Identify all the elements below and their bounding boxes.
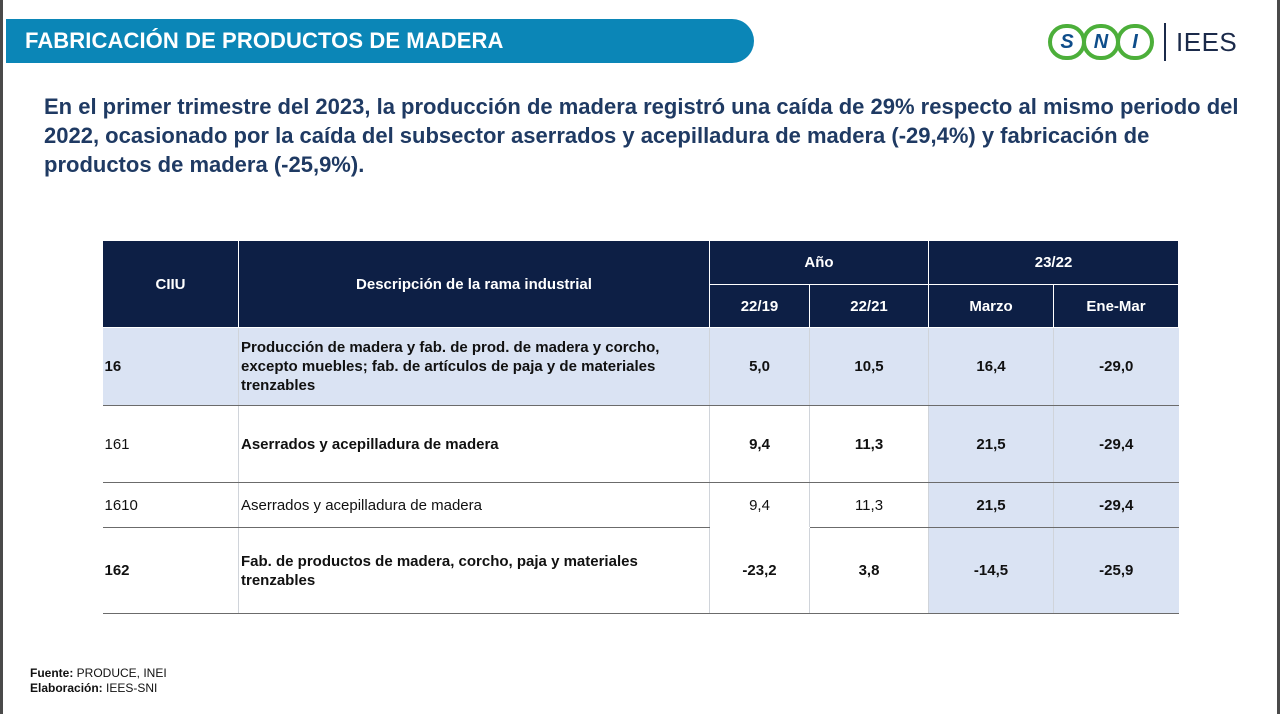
cell-22-21: 11,3 — [810, 406, 929, 483]
header-descripcion: Descripción de la rama industrial — [239, 241, 710, 328]
sni-iees-logo — [1048, 22, 1237, 62]
cell-22-21: 10,5 — [810, 328, 929, 406]
cell-marzo: -14,5 — [929, 528, 1054, 614]
cell-22-19: 9,4 — [710, 483, 810, 528]
footer-elaboracion: Elaboración: IEES-SNI — [30, 681, 158, 695]
logo-letter-n: N — [1082, 24, 1120, 60]
cell-descripcion: Producción de madera y fab. de prod. de madera y corcho, excepto muebles; fab. de artículos de paja y de materiales trenzables — [239, 328, 710, 406]
data-table — [102, 240, 1179, 614]
cell-ciiu: 16 — [103, 328, 239, 406]
logo-text: IEES — [1176, 26, 1238, 57]
cell-22-21: 3,8 — [810, 528, 929, 614]
cell-22-19: 5,0 — [710, 328, 810, 406]
cell-ciiu: 1610 — [103, 483, 239, 528]
title-banner — [6, 19, 754, 63]
cell-descripcion: Aserrados y acepilladura de madera — [239, 483, 710, 528]
cell-22-19: -23,2 — [710, 528, 810, 614]
cell-ciiu: 162 — [103, 528, 239, 614]
header-ciiu: CIIU — [103, 241, 239, 328]
cell-marzo: 16,4 — [929, 328, 1054, 406]
cell-ene-mar: -29,4 — [1054, 406, 1179, 483]
table-row — [103, 528, 1179, 614]
header-22-21: 22/21 — [810, 285, 929, 328]
logo-divider — [1164, 23, 1166, 61]
header-anio: Año — [710, 241, 929, 285]
cell-ciiu: 161 — [103, 406, 239, 483]
table-row — [103, 328, 1179, 406]
table-row — [103, 406, 1179, 483]
cell-22-19: 9,4 — [710, 406, 810, 483]
table-header-row — [103, 241, 1179, 285]
header-ratio: 23/22 — [929, 241, 1179, 285]
logo-letter-i: I — [1116, 24, 1154, 60]
cell-descripcion: Aserrados y acepilladura de madera — [239, 406, 710, 483]
footer-fuente: Fuente: PRODUCE, INEI — [30, 666, 167, 680]
lead-paragraph: En el primer trimestre del 2023, la producción de madera registró una caída de 29% respecto al mismo periodo del 2022, ocasionado por la caída del subsector aserrados y acepilladura de madera (-29,4%) y fabricación de productos de madera (-25,9%). — [44, 94, 1239, 177]
cell-marzo: 21,5 — [929, 483, 1054, 528]
cell-ene-mar: -25,9 — [1054, 528, 1179, 614]
source-footer — [30, 666, 167, 696]
frame-left-edge — [0, 0, 3, 714]
cell-22-21: 11,3 — [810, 483, 929, 528]
cell-marzo: 21,5 — [929, 406, 1054, 483]
header-marzo: Marzo — [929, 285, 1054, 328]
cell-ene-mar: -29,0 — [1054, 328, 1179, 406]
page-title: FABRICACIÓN DE PRODUCTOS DE MADERA — [25, 28, 504, 53]
header-22-19: 22/19 — [710, 285, 810, 328]
cell-descripcion: Fab. de productos de madera, corcho, paja y materiales trenzables — [239, 528, 710, 614]
cell-ene-mar: -29,4 — [1054, 483, 1179, 528]
logo-letter-s: S — [1048, 24, 1086, 60]
table-row — [103, 483, 1179, 528]
header-ene-mar: Ene-Mar — [1054, 285, 1179, 328]
